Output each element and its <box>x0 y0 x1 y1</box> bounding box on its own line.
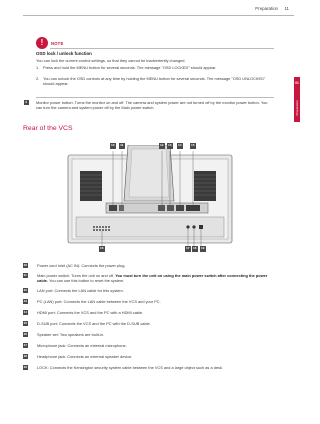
legend-text: PC (LAN) port: Connects the LAN cable between the VCS and your PC. <box>37 299 161 304</box>
legend-text-tail: You can use this button to reset the system. <box>48 278 125 283</box>
item-number-badge: 12 <box>23 288 27 292</box>
note-alert-icon: ! <box>36 37 48 49</box>
item-number-badge: 9 <box>25 100 28 104</box>
callout-badge: 17 <box>186 246 190 250</box>
callout-badge: 13 <box>168 143 172 147</box>
item-number-badge: 13 <box>23 299 27 303</box>
callout-badge: 12 <box>160 143 164 147</box>
item-number-badge: 10 <box>23 263 27 267</box>
legend-text: Power cord Inlet (AC IN): Connects the power plug. <box>37 263 126 268</box>
legend-text: D-SUB port: Connects the VCS and the PC with the D-SUB cable. <box>37 321 151 326</box>
osd-step-text: Press and hold the MENU button for several seconds. The message "OSD LOCKED" should appear. <box>43 65 217 70</box>
legend-text: Headphone jack: Connects an external speaker device. <box>37 354 133 359</box>
item-number-badge: 11 <box>23 273 27 277</box>
osd-step-number: 2. <box>36 76 40 81</box>
osd-step-number: 1. <box>36 65 40 70</box>
vcs-rear-diagram <box>66 145 234 253</box>
legend-text-bold: You must turn the unit on using the main power switch after connecting the power cable. <box>37 273 268 283</box>
legend-text: LAN port: Connects the LAN cable for this system. <box>37 288 124 293</box>
page-number: 11 <box>284 6 289 11</box>
legend-text-part: Main power switch: Turns the unit on and off. <box>37 273 116 278</box>
monitor-power-description: Monitor power button: Turns the monitor on and off. The camera and system power are not turned off by the monitor power button. You can turn the camera and system power off by the Main power switch. <box>36 100 268 110</box>
item-number-badge: 16 <box>23 332 27 336</box>
callout-badge: 15 <box>191 143 195 147</box>
legend-text: HDMI port: Connects the VCS and the PC with a HDMI cable. <box>37 310 144 315</box>
callout-badge: 18 <box>193 246 197 250</box>
legend-text: LOCK: Connects the Kensington security system cable between the VCS and a large object such as a desk. <box>37 365 223 370</box>
rear-section-title: Rear of the VCS <box>23 125 73 132</box>
chapter-label: Preparation <box>295 100 299 116</box>
header-section-title: Preparation <box>255 6 278 11</box>
chapter-number: 01 <box>295 81 299 85</box>
osd-lock-description: You can lock the current control settings, so that they cannot be inadvertently changed. <box>36 58 186 63</box>
item-number-badge: 19 <box>23 365 27 369</box>
osd-step-2 <box>36 76 272 86</box>
callout-badge: 19 <box>201 246 205 250</box>
osd-step-text: You can unlock the OSD controls at any time by holding the MENU button for several seconds. The message "OSD UNLOCKED" should appear. <box>43 76 266 86</box>
item-number-badge: 15 <box>23 321 27 325</box>
note-label: NOTE <box>51 41 64 46</box>
item-number-badge: 18 <box>23 354 27 358</box>
note-bottom-rule <box>36 97 274 98</box>
item-number-badge: 17 <box>23 343 27 347</box>
osd-step-1 <box>36 65 272 70</box>
callout-badge: 16 <box>100 246 104 250</box>
note-top-rule <box>50 48 274 49</box>
callout-badge: 10 <box>111 143 115 147</box>
legend-text <box>37 273 277 283</box>
callout-badge: 11 <box>120 143 124 147</box>
header-divider <box>23 15 294 16</box>
legend-text: Microphone jack: Connects an external microphone. <box>37 343 127 348</box>
item-number-badge: 14 <box>23 310 27 314</box>
callout-badge: 14 <box>178 143 182 147</box>
osd-lock-title: OSD lock / unlock function <box>36 51 92 56</box>
legend-text: Speaker set: Two speakers are built-in. <box>37 332 105 337</box>
